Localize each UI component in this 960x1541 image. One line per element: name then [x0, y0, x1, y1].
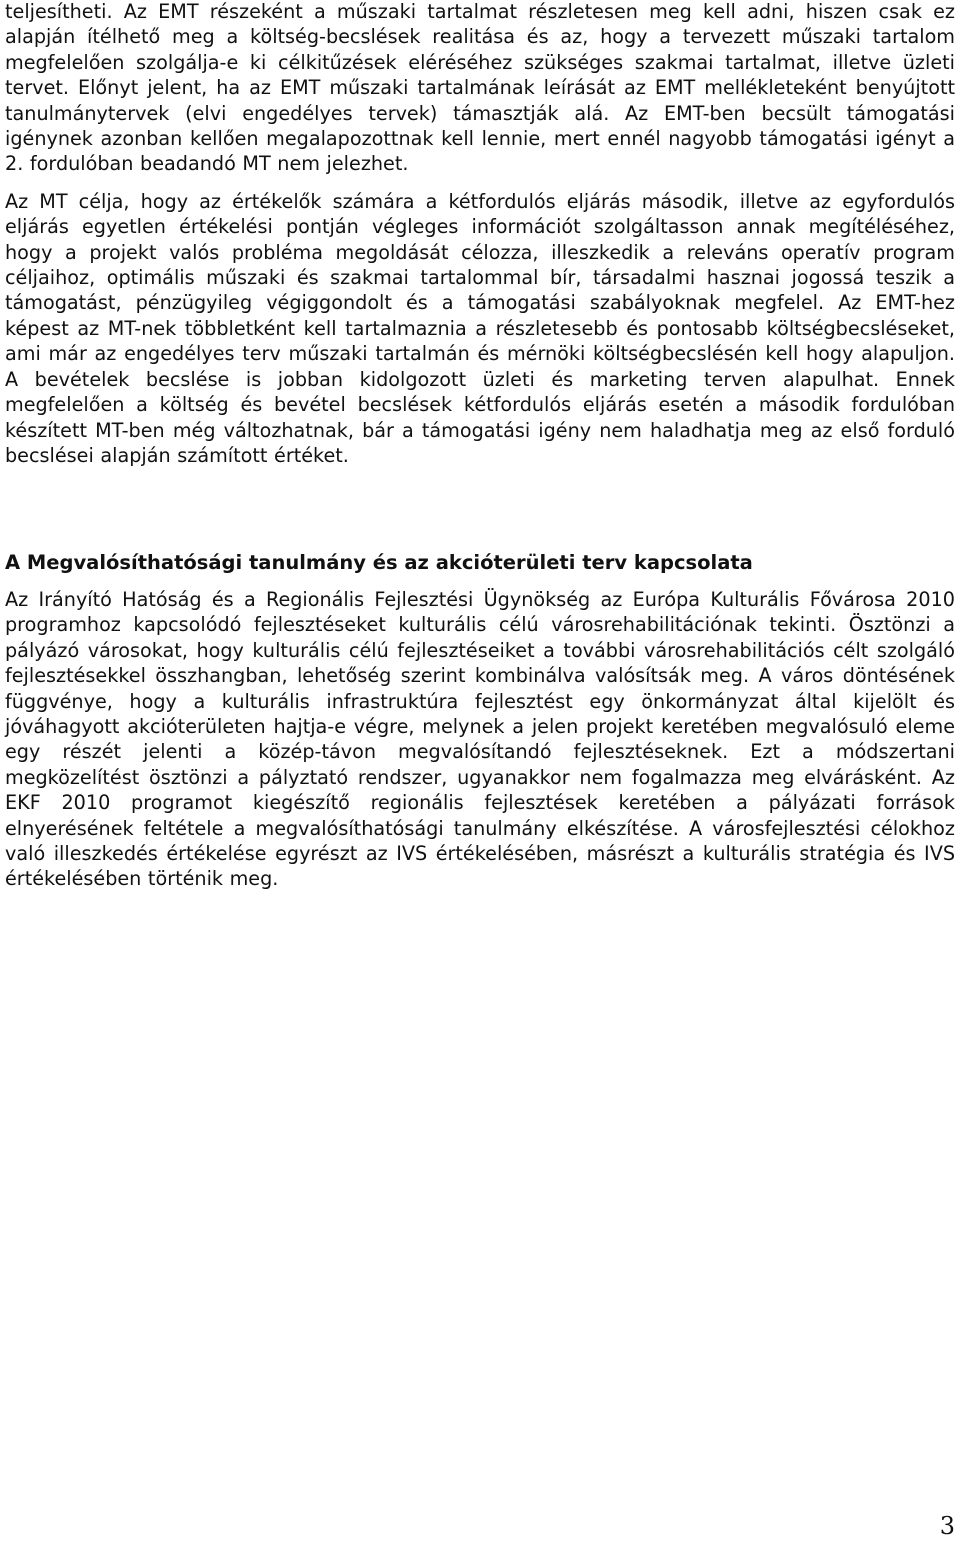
body-paragraph-2: Az MT célja, hogy az értékelők számára a kétfordulós eljárás második, illetve az egyfordulós eljárás egyetlen értékelési pontján végleges információt szolgáltasson annak megítéléséhez, hogy a projekt valós probléma megoldását célozza, illeszkedik a releváns operatív program céljaihoz, optimális műszaki és szakmai tartalommal bír, társadalmi hasznai jogossá teszik a támogatást, pénzügyileg végiggondolt és a támogatási szabályoknak megfelel. Az EMT-hez képest az MT-nek többletként kell tartalmaznia a részletesebb és pontosabb költségbecsléseket, ami már az engedélyes terv műszaki tartalmán és mérnöki költségbecslésén kell hogy alapuljon. A bevételek becslése is jobban kidolgozott üzleti és marketing terven alapulhat. Ennek megfelelően a költség és bevétel becslések kétfordulós eljárás esetén a második fordulóban készített MT-ben még változhatnak, bár a támogatási igény nem haladhatja meg az első forduló becslései alapján számított értéket.	[5, 189, 955, 467]
document-page	[5, 0, 955, 891]
section-heading: A Megvalósíthatósági tanulmány és az akcióterületi terv kapcsolata	[5, 551, 753, 574]
section-body-paragraph: Az Irányító Hatóság és a Regionális Fejlesztési Ügynökség az Európa Kulturális Fővárosa 2010 programhoz kapcsolódó fejlesztéseket kulturális célú városrehabilitációnak tekinti. Ösztönzi a pályázó városokat, hogy kulturális célú fejlesztéseiket a további városrehabilitációs célt szolgáló fejlesztésekkel összhangban, lehetőség szerint kombinálva valósítsák meg. A város döntésének függvénye, hogy a kulturális infrastruktúra fejlesztést egy önkormányzat által kijelölt és jóváhagyott akcióterületen hajtja-e végre, melynek a jelen projekt keretében megvalósuló eleme egy részét jelenti a közép-távon megvalósítandó fejlesztéseknek. Ezt a módszertani megközelítést ösztönzi a pályztató rendszer, ugyanakkor nem fogalmazza meg elvárásként. Az EKF 2010 programot kiegészítő regionális fejlesztések keretében a pályázati források elnyerésének feltétele a megvalósíthatósági tanulmány elkészítése. A városfejlesztési célokhoz való illeszkedés értékelése egyrészt az IVS értékelésében, másrészt a kulturális stratégia és IVS értékelésében történik meg.	[5, 588, 955, 891]
body-paragraph-1: teljesítheti. Az EMT részeként a műszaki tartalmat részletesen meg kell adni, hiszen csak ez alapján ítélhető meg a költség-becslések realitása és az, hogy a tervezett műszaki tartalom megfelelően szolgálja-e ki célkitűzések eléréséhez szükséges szakmai tartalmat, illetve üzleti tervet. Előnyt jelent, ha az EMT műszaki tartalmának leírását az EMT mellékleteként benyújtott tanulmánytervek (elvi engedélyes tervek) támasztják alá. Az EMT-ben becsült támogatási igénynek azonban kellően megalapozottnak kell lennie, mert ennél nagyobb támogatási igényt a 2. fordulóban beadandó MT nem jelezhet.	[5, 0, 955, 176]
page-number: 3	[939, 1512, 955, 1540]
